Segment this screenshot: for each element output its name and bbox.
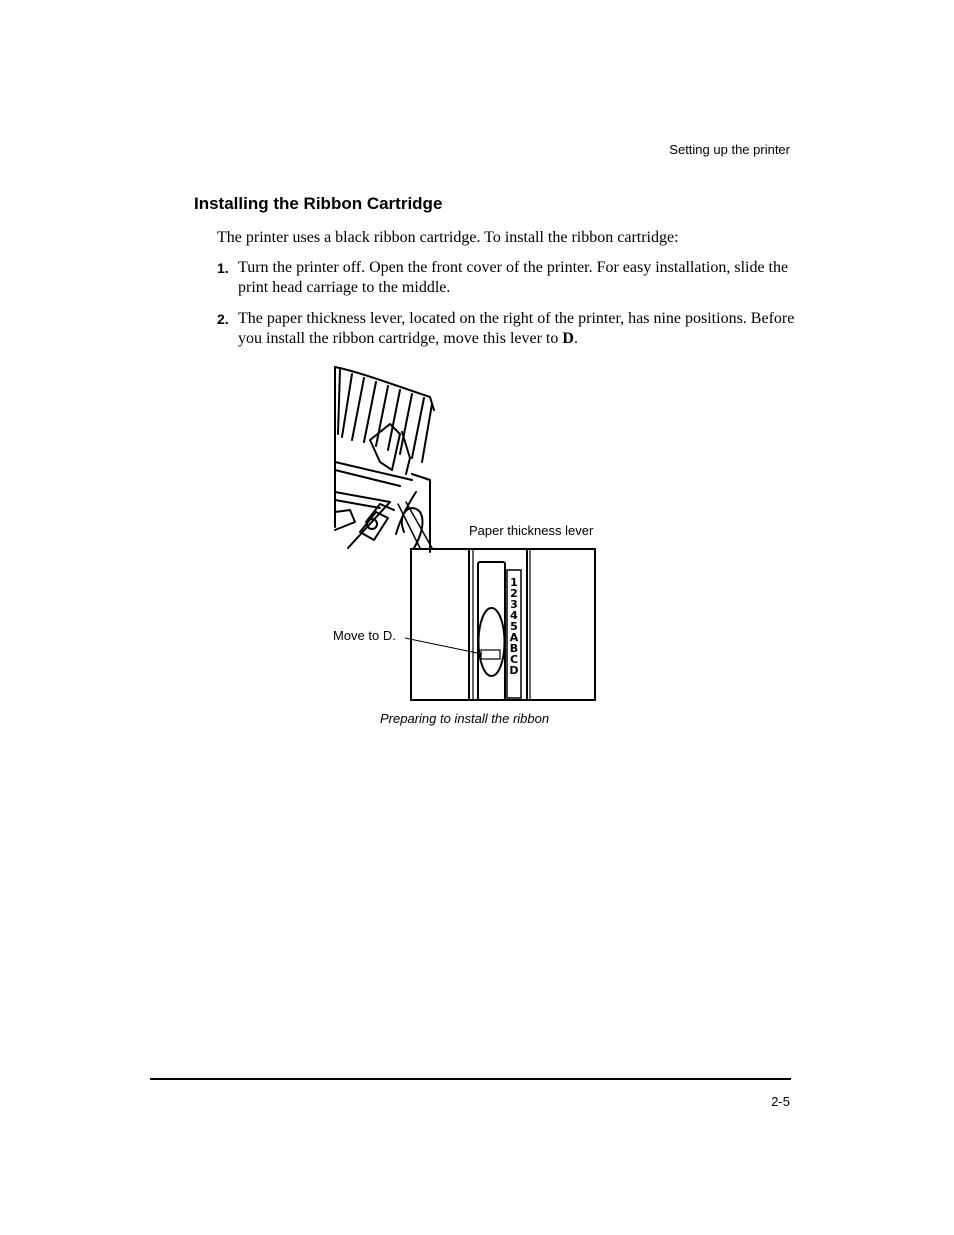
intro-paragraph: The printer uses a black ribbon cartridge. To install the ribbon cartridge: (217, 229, 679, 246)
move-callout-label: Move to D. (333, 628, 396, 643)
step-text (238, 310, 794, 347)
step-number: 2. (217, 311, 229, 327)
lever-scale (509, 576, 518, 677)
section-title: Installing the Ribbon Cartridge (194, 194, 443, 213)
lever-position-d: D (562, 330, 574, 347)
page-number: 2-5 (771, 1094, 790, 1109)
running-header: Setting up the printer (669, 142, 790, 157)
step-text: Turn the printer off. Open the front cover of the printer. For easy installation, slide the print head carriage to the middle. (238, 259, 789, 296)
step-list (217, 258, 797, 360)
scale-mark: 5 (510, 620, 518, 633)
scale-mark: C (509, 653, 519, 666)
scale-mark: 3 (510, 598, 518, 611)
scale-mark: B (509, 642, 519, 655)
step-item (217, 309, 797, 349)
lever-callout-label: Paper thickness lever (469, 523, 594, 538)
step-text-part: The paper thickness lever, located on the right of the printer, has nine positions. Before you install the ribbon cartridge, move this lever to (238, 310, 795, 347)
scale-mark: 1 (510, 576, 518, 589)
step-text-end: . (573, 330, 578, 347)
scale-mark: 2 (510, 587, 518, 600)
scale-mark: 4 (510, 609, 518, 622)
step-item (217, 258, 797, 298)
figure-caption: Preparing to install the ribbon (380, 711, 550, 726)
scale-mark: D (509, 664, 519, 677)
footer-divider (150, 1078, 791, 1080)
step-number: 1. (217, 260, 229, 276)
scale-mark: A (509, 631, 519, 644)
